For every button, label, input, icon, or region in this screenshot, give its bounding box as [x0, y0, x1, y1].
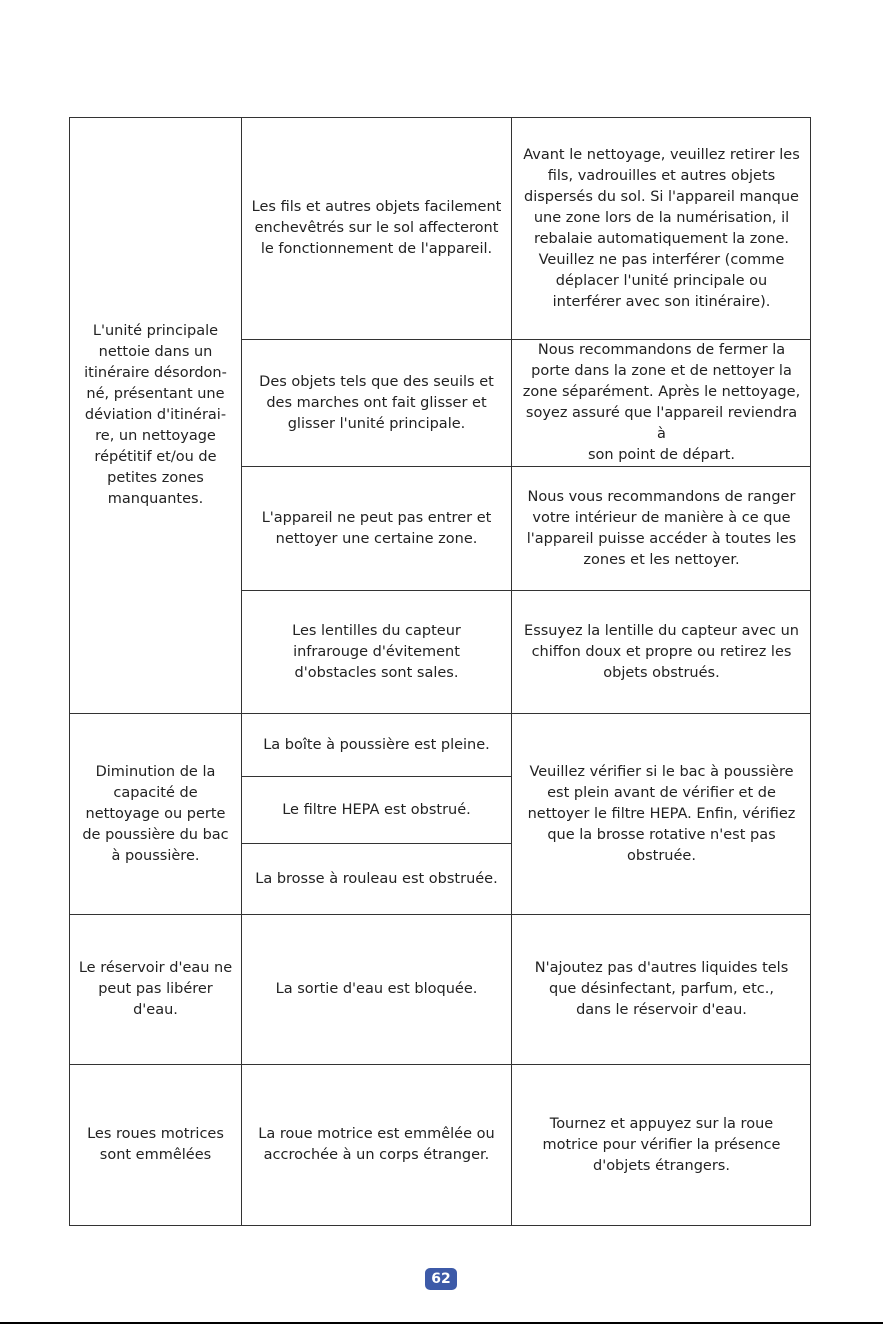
- solution-cell: Essuyez la lentille du capteur avec un chiffon doux et propre ou retirez les objets obstrués.: [524, 622, 799, 681]
- cause-cell: La boîte à poussière est pleine.: [263, 736, 490, 753]
- problem-cell: Le réservoir d'eau ne peut pas libérer d'eau.: [78, 960, 233, 1018]
- cause-cell: Le filtre HEPA est obstrué.: [282, 801, 471, 818]
- solution-cell: N'ajoutez pas d'autres liquides tels que désinfectant, parfum, etc., dans le réservoir d'eau.: [534, 960, 789, 1018]
- cause-cell: La sortie d'eau est bloquée.: [275, 981, 478, 997]
- problem-cell: Diminution de la capacité de nettoyage ou perte de poussière du bac à poussière.: [82, 763, 229, 864]
- troubleshooting-table: [69, 117, 811, 1226]
- cause-cell: La roue motrice est emmêlée ou accrochée à un corps étranger.: [258, 1126, 495, 1163]
- solution-cell: Nous recommandons de fermer la porte dans la zone et de nettoyer la zone séparément. Après le nettoyage, soyez assuré que l'appareil reviendra à son point de départ.: [522, 342, 801, 463]
- solution-cell: Veuillez vérifier si le bac à poussière est plein avant de vérifier et de nettoyer le filtre HEPA. Enfin, vérifiez que la brosse rotative n'est pas obstruée.: [527, 763, 796, 864]
- cause-cell: Les fils et autres objets facilement enchevêtrés sur le sol affecteront le fonctionnement de l'appareil.: [251, 199, 502, 257]
- page-number-badge: 62: [425, 1268, 457, 1290]
- cause-cell: Des objets tels que des seuils et des marches ont fait glisser et glisser l'unité principale.: [259, 373, 494, 432]
- problem-cell: L'unité principale nettoie dans un itinéraire désordon- né, présentant une déviation d'itinérai- re, un nettoyage répétitif et/ou de petites zones manquantes.: [84, 323, 227, 507]
- cause-cell: L'appareil ne peut pas entrer et nettoyer une certaine zone.: [261, 509, 492, 547]
- cause-cell: La brosse à rouleau est obstruée.: [255, 870, 498, 887]
- solution-cell: Avant le nettoyage, veuillez retirer les fils, vadrouilles et autres objets dispersés du sol. Si l'appareil manque une zone lors de la numérisation, il rebalaie automatiquement la zone. Veuillez ne pas interférer (comme déplacer l'unité principale ou interférer avec son itinéraire).: [523, 146, 800, 310]
- solution-cell: Nous vous recommandons de ranger votre intérieur de manière à ce que l'appareil puisse accéder à toutes les zones et les nettoyer.: [526, 488, 797, 568]
- cause-cell: Les lentilles du capteur infrarouge d'évitement d'obstacles sont sales.: [292, 622, 461, 681]
- problem-cell: Les roues motrices sont emmêlées: [87, 1126, 224, 1163]
- solution-cell: Tournez et appuyez sur la roue motrice pour vérifier la présence d'objets étrangers.: [542, 1115, 781, 1174]
